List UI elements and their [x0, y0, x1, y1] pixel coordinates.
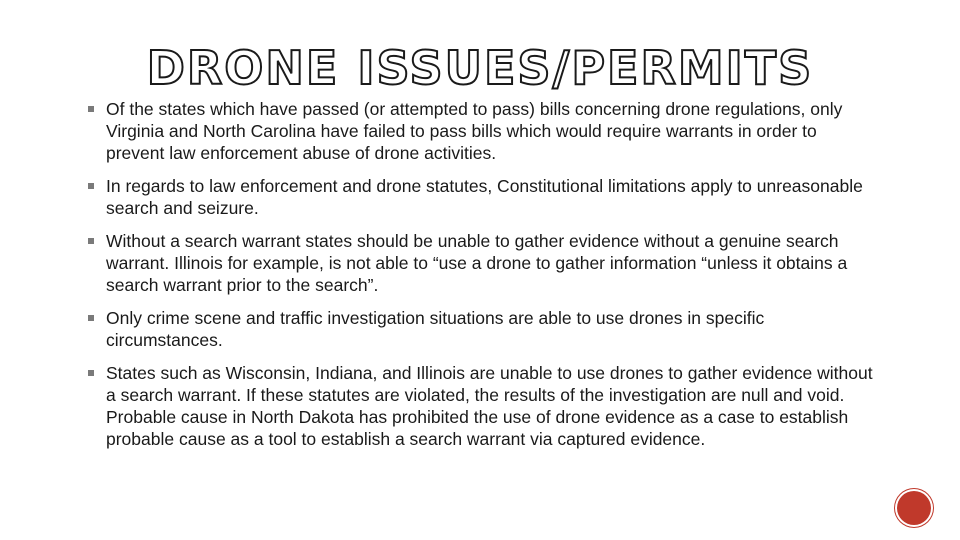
bullet-list — [88, 98, 878, 461]
square-bullet-icon — [88, 183, 94, 189]
bullet-item — [88, 175, 878, 219]
page-number-badge — [897, 491, 931, 525]
square-bullet-icon — [88, 106, 94, 112]
bullet-item — [88, 98, 878, 164]
square-bullet-icon — [88, 238, 94, 244]
bullet-item — [88, 307, 878, 351]
square-bullet-icon — [88, 315, 94, 321]
bullet-text: States such as Wisconsin, Indiana, and Illinois are unable to use drones to gather evidence without a search warrant. If these statutes are violated, the results of the investigation are null and void. Probable cause in North Dakota has prohibited the use of drone evidence as a case to establish probable cause as a tool to establish a search warrant via captured evidence. — [106, 363, 873, 449]
bullet-text: Without a search warrant states should be unable to gather evidence without a genuine search warrant. Illinois for example, is not able to “use a drone to gather information “unless it obtains a search warrant prior to the search”. — [106, 231, 848, 295]
bullet-text: In regards to law enforcement and drone statutes, Constitutional limitations apply to unreasonable search and seizure. — [106, 176, 863, 218]
bullet-text: Only crime scene and traffic investigation situations are able to use drones in specific circumstances. — [106, 308, 765, 350]
square-bullet-icon — [88, 370, 94, 376]
bullet-text: Of the states which have passed (or attempted to pass) bills concerning drone regulations, only Virginia and North Carolina have failed to pass bills which would require warrants in order to prevent law enforcement abuse of drone activities. — [106, 99, 843, 163]
bullet-item — [88, 230, 878, 296]
slide-title: DRONE ISSUES/PERMITS — [146, 41, 814, 95]
bullet-item — [88, 362, 878, 450]
